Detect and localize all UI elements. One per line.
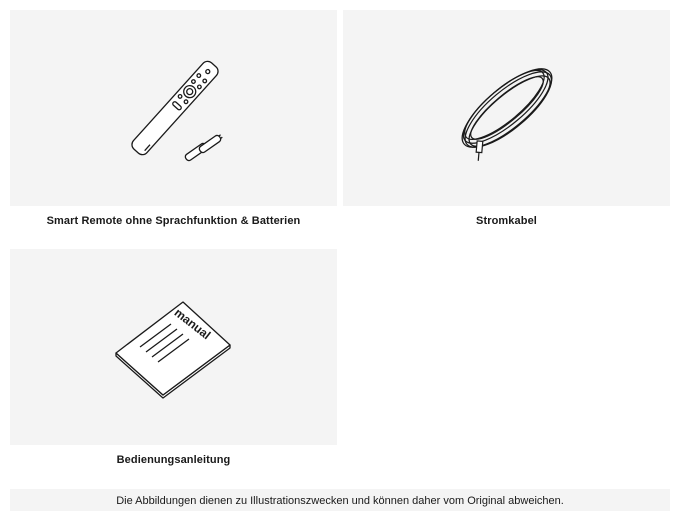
item-label-manual: Bedienungsanleitung bbox=[116, 454, 231, 466]
power-cable-icon bbox=[343, 10, 670, 206]
item-image-manual bbox=[10, 249, 337, 445]
item-card-remote bbox=[10, 10, 337, 227]
item-image-cable bbox=[343, 10, 670, 206]
item-label-remote: Smart Remote ohne Sprachfunktion & Batterien bbox=[46, 215, 301, 227]
item-label-cable: Stromkabel bbox=[476, 215, 537, 227]
disclaimer-note: Die Abbildungen dienen zu Illustrationszwecken und können daher vom Original abweichen. bbox=[10, 489, 670, 511]
remote-control-icon bbox=[10, 10, 337, 206]
manual-book-title: manual bbox=[171, 305, 214, 343]
item-image-remote bbox=[10, 10, 337, 206]
item-card-cable bbox=[343, 10, 670, 227]
manual-book-icon bbox=[10, 249, 337, 445]
item-card-manual bbox=[10, 249, 337, 466]
